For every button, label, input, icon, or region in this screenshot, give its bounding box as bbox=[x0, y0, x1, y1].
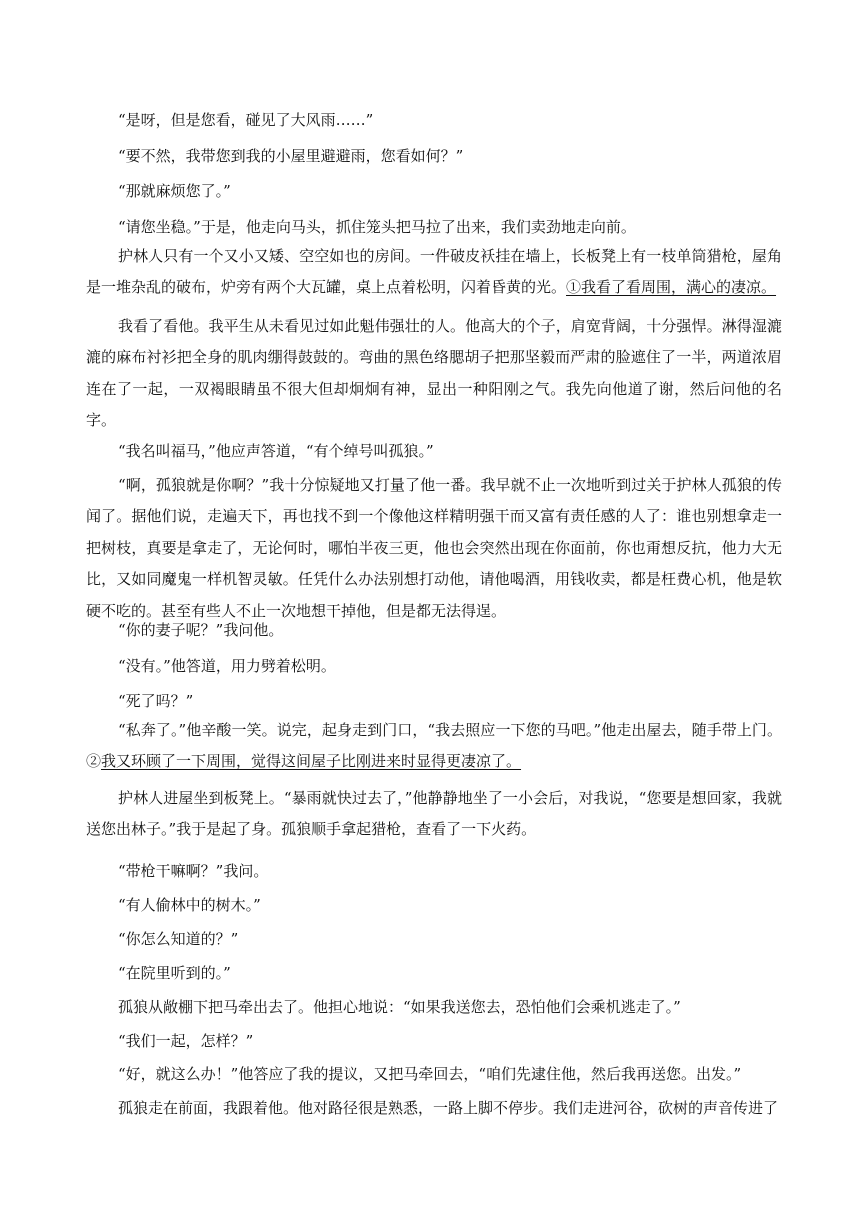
paragraph: “要不然，我带您到我的小屋里避避雨，您看如何？” bbox=[118, 147, 464, 165]
paragraph: “请您坐稳。”于是，他走向马头，抓住笼头把马拉了出来，我们卖劲地走向前。 bbox=[118, 218, 636, 236]
paragraph: 护林人只有一个又小又矮、空空如也的房间。一件破皮袄挂在墙上，长板凳上有一枝单筒猎枪，屋角是一堆杂乱的破布，炉旁有两个大瓦罐，桌上点着松明，闪着昏黄的光。①我看了看周围，满心的凄凉。 bbox=[86, 247, 782, 297]
paragraph: 孤狼从敞棚下把马牵出去了。他担心地说：“如果我送您去，恐怕他们会乘机逃走了。” bbox=[118, 998, 681, 1016]
underlined-sentence: 我又环顾了一下周围，觉得这间屋子比刚进来时显得更凄凉了。 bbox=[101, 752, 522, 771]
paragraph: “那就麻烦您了。” bbox=[118, 182, 231, 200]
paragraph: “带枪干嘛啊？”我问。 bbox=[118, 862, 269, 880]
paragraph: “啊，孤狼就是你啊？”我十分惊疑地又打量了他一番。我早就不止一次地听到过关于护林人孤狼的传闻了。据他们说，走遍天下，再也找不到一个像他这样精明强干而又富有责任感的人了：谁也别想拿走一把树枝，真要是拿走了，无论何时，哪怕半夜三更，他也会突然出现在你面前，你也甭想反抗，他力大无比，又如同魔鬼一样机智灵敏。任凭什么办法别想打动他，请他喝酒，用钱收卖，都是枉费心机，他是软硬不吃的。甚至有些人不止一次地想干掉他，但是都无法得逞。 bbox=[86, 476, 782, 620]
paragraph: “死了吗？” bbox=[118, 692, 194, 710]
paragraph: “在院里听到的。” bbox=[118, 964, 231, 982]
paragraph: “私奔了。”他辛酸一笑。说完，起身走到门口，“我去照应一下您的马吧。”他走出屋去，随手带上门。②我又环顾了一下周围，觉得这间屋子比刚进来时显得更凄凉了。 bbox=[86, 721, 782, 771]
paragraph: “没有。”他答道，用力劈着松明。 bbox=[118, 657, 336, 675]
paragraph: 我看了看他。我平生从未看见过如此魁伟强壮的人。他高大的个子，肩宽背阔，十分强悍。淋得湿漉漉的麻布衬衫把全身的肌肉绷得鼓鼓的。弯曲的黑色络腮胡子把那坚毅而严肃的脸遮住了一半，两道浓眉连在了一起，一双褐眼睛虽不很大但却炯炯有神，显出一种阳刚之气。我先向他道了谢，然后问他的名字。 bbox=[86, 317, 782, 430]
underlined-sentence: ①我看了看周围，满心的凄凉。 bbox=[566, 278, 777, 297]
paragraph: “好，就这么办！”他答应了我的提议，又把马牵回去，“咱们先逮住他，然后我再送您。出发。” bbox=[118, 1065, 742, 1083]
paragraph: 孤狼走在前面，我跟着他。他对路径很是熟悉，一路上脚不停步。我们走进河谷，砍树的声音传进了 bbox=[118, 1099, 779, 1117]
paragraph: “我名叫福马，”他应声答道，“有个绰号叫孤狼。” bbox=[118, 442, 434, 460]
paragraph: “你的妻子呢？”我问他。 bbox=[118, 621, 284, 639]
paragraph: 护林人进屋坐到板凳上。“暴雨就快过去了，”他静静地坐了一小会后，对我说，“您要是想回家，我就送您出林子。”我于是起了身。孤狼顺手拿起猎枪，查看了一下火药。 bbox=[86, 789, 782, 839]
paragraph: “是呀，但是您看，碰见了大风雨……” bbox=[118, 111, 374, 129]
paragraph: “我们一起，怎样？” bbox=[118, 1032, 254, 1050]
paragraph: “你怎么知道的？” bbox=[118, 930, 239, 948]
paragraph: “有人偷林中的树木。” bbox=[118, 896, 261, 914]
